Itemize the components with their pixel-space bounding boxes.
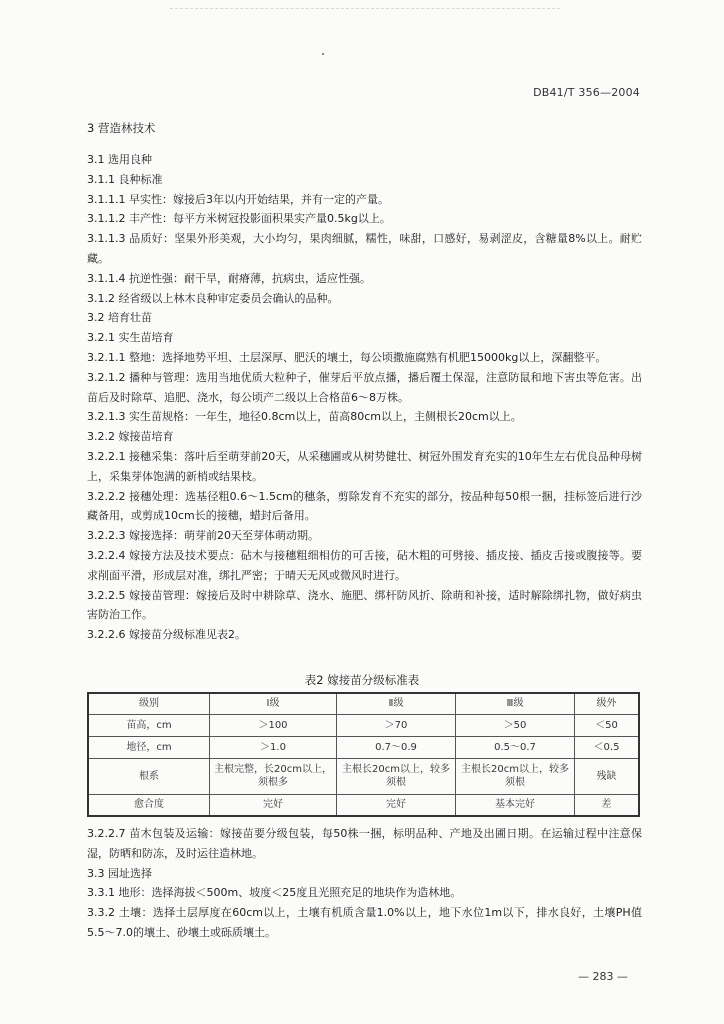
page-number: — 283 —: [578, 970, 628, 983]
heading-3-2-1: 3.2.1 实生苗培育: [87, 331, 174, 345]
grading-table: [87, 692, 640, 817]
para-3-2-1-2: 3.2.1.2 播种与管理：选用当地优质大粒种子，催芽后平放点播，播后覆土保湿，注意防鼠和地下害虫等危害。出苗后及时除草、追肥、浇水，每公顷产二级以上合格苗6～8万株。: [87, 370, 642, 404]
para-3-2-2-2: 3.2.2.2 接穗处理：选基径粗0.6～1.5cm的穗条，剪除发育不充实的部分，按品种每50根一捆，挂标签后进行沙藏备用，或剪成10cm长的接穗，蜡封后备用。: [87, 489, 642, 523]
table-cell: ＞1.0: [210, 736, 337, 758]
table-header-cell: 级别: [88, 693, 210, 714]
standard-code: DB41/T 356—2004: [533, 86, 640, 99]
table-caption: 表2 嫁接苗分级标准表: [304, 673, 420, 687]
table-cell: ＞100: [210, 714, 337, 736]
table-cell: 差: [575, 794, 640, 816]
para-3-1-1-1: 3.1.1.1 早实性：嫁接后3年以内开始结果，并有一定的产量。: [87, 192, 389, 206]
table-cell: 主根长20cm以上，较多须根: [337, 758, 456, 794]
table-cell: ＜50: [575, 714, 640, 736]
table-cell: 完好: [210, 794, 337, 816]
table-row: [88, 714, 639, 736]
table-cell: 残缺: [575, 758, 640, 794]
table-cell: 0.7～0.9: [337, 736, 456, 758]
lower-text: [87, 824, 642, 943]
heading-3-2: 3.2 培育壮苗: [87, 311, 152, 325]
table-row: [88, 794, 639, 816]
table-header-cell: Ⅰ级: [210, 693, 337, 714]
table-cell: 苗高，cm: [88, 714, 210, 736]
heading-3-3: 3.3 园址选择: [87, 866, 152, 880]
main-text: [87, 120, 642, 645]
para-3-2-2-6: 3.2.2.6 嫁接苗分级标准见表2。: [87, 628, 246, 642]
table-cell: 主根完整，长20cm以上，须根多: [210, 758, 337, 794]
para-3-3-2: 3.3.2 土壤：选择土层厚度在60cm以上，土壤有机质含量1.0%以上，地下水位1m以下，排水良好，土壤PH值5.5～7.0的壤土、砂壤土或砾质壤土。: [87, 906, 642, 939]
para-3-2-1-3: 3.2.1.3 实生苗规格：一年生，地径0.8cm以上，苗高80cm以上，主侧根长20cm以上。: [87, 410, 522, 424]
heading-3-1-1: 3.1.1 良种标准: [87, 172, 163, 186]
para-3-2-2-3: 3.2.2.3 嫁接选择：萌芽前20天至芽体萌动期。: [87, 529, 319, 543]
table-cell: 愈合度: [88, 794, 210, 816]
heading-3-2-2: 3.2.2 嫁接苗培育: [87, 430, 174, 444]
heading-3-1: 3.1 选用良种: [87, 153, 152, 166]
table-cell: ＞50: [456, 714, 575, 736]
table-cell: 基本完好: [456, 794, 575, 816]
table-cell: 地径，cm: [88, 736, 210, 758]
table-header-cell: 级外: [575, 693, 640, 714]
para-3-1-1-2: 3.1.1.2 丰产性：每平方米树冠投影面积果实产量0.5kg以上。: [87, 212, 391, 226]
table-cell: 主根长20cm以上，较多须根: [456, 758, 575, 794]
para-3-1-1-3: 3.1.1.3 品质好：坚果外形美观，大小均匀，果肉细腻，糯性，味甜，口感好，易剥涩皮，含糖量8%以上。耐贮藏。: [87, 232, 642, 265]
table-cell: 0.5～0.7: [456, 736, 575, 758]
table-cell: ＞70: [337, 714, 456, 736]
para-3-2-2-7: 3.2.2.7 苗木包装及运输：嫁接苗要分级包装，每50株一捆，标明品种、产地及出圃日期。在运输过程中注意保湿，防晒和防冻，及时运往造林地。: [87, 827, 642, 860]
scan-artifact-line: [170, 8, 560, 11]
para-3-2-2-1: 3.2.2.1 接穗采集：落叶后至萌芽前20天，从采穗圃或从树势健壮、树冠外围发育充实的10年生左右优良品种母树上，采集芽体饱满的新梢或结果枝。: [87, 449, 642, 483]
para-3-2-2-4: 3.2.2.4 嫁接方法及技术要点：砧木与接穗粗细相仿的可舌接，砧木粗的可劈接、插皮接、插皮舌接或腹接等。要求削面平滑，形成层对准，绑扎严密；于晴天无风或微风时进行。: [87, 548, 642, 582]
table-header-cell: Ⅲ级: [456, 693, 575, 714]
table-cell: 完好: [337, 794, 456, 816]
table-cell: ＜0.5: [575, 736, 640, 758]
para-3-1-2: 3.1.2 经省级以上林木良种审定委员会确认的品种。: [87, 291, 339, 305]
table-header-cell: Ⅱ级: [337, 693, 456, 714]
table-row: [88, 736, 639, 758]
para-3-2-2-5: 3.2.2.5 嫁接苗管理：嫁接后及时中耕除草、浇水、施肥、绑杆防风折、除萌和补接，适时解除绑扎物，做好病虫害防治工作。: [87, 588, 642, 622]
table-header-row: [88, 693, 639, 714]
table-row: [88, 758, 639, 794]
para-3-2-1-1: 3.2.1.1 整地：选择地势平坦、土层深厚、肥沃的壤土，每公顷撒施腐熟有机肥15000kg以上，深翻整平。: [87, 350, 607, 364]
para-3-1-1-4: 3.1.1.4 抗逆性强：耐干旱，耐瘠薄，抗病虫，适应性强。: [87, 271, 371, 285]
table-cell: 根系: [88, 758, 210, 794]
para-3-3-1: 3.3.1 地形：选择海拔＜500m、坡度＜25度且光照充足的地块作为造林地。: [87, 886, 462, 900]
scan-artifact-dot: [322, 53, 324, 55]
section-title: 3 营造林技术: [87, 121, 156, 135]
